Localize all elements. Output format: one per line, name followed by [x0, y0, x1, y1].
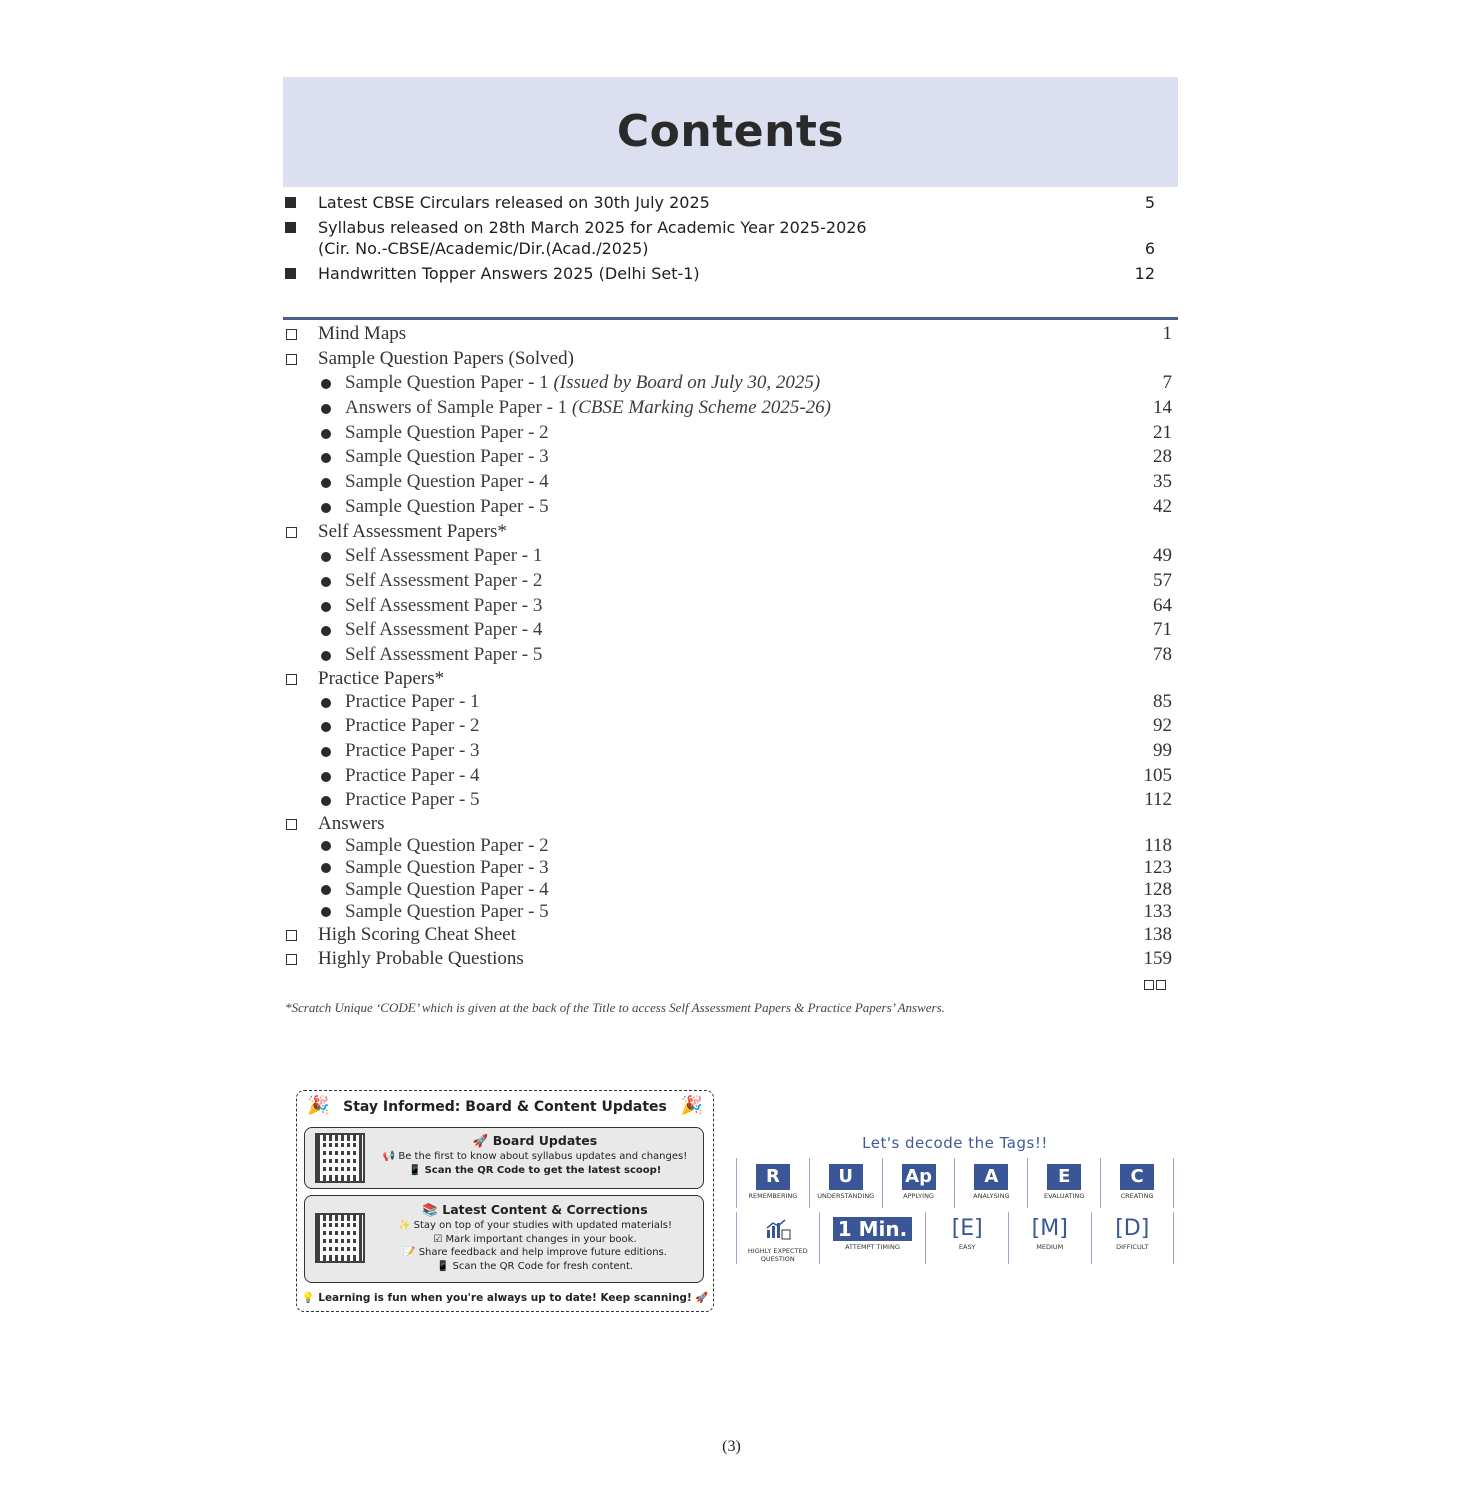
box-icon: [1144, 980, 1154, 990]
checkbox-bullet-icon: [286, 674, 297, 685]
toc-item[interactable]: Sample Question Paper - 1 (Issued by Board on July 30, 2025) 7: [283, 371, 1178, 396]
dot-bullet-icon: [321, 453, 331, 463]
card-title: Stay Informed: Board & Content Updates: [343, 1099, 667, 1115]
tag-highly-expected: HIGHLY EXPECTED QUESTION: [736, 1212, 819, 1264]
toc-section-mind-maps[interactable]: Mind Maps 1: [283, 322, 1178, 347]
stay-informed-card: 🎉 Stay Informed: Board & Content Updates 🎉 🚀 Board Updates 📢 Be the first to know about syllabus updates and changes! 📱 Scan the QR Code to get the latest scoop! 📚 Latest Content & Corrections ✨ Stay on top of your studies with updated materials! ☑ Mark important changes in your book. 📝 Share feedback and help improve future editions. 📱 Scan the QR Code for fresh content. 💡 Learning is fun when you're always up to date! Keep scanning! 🚀: [296, 1090, 714, 1312]
toc-item[interactable]: Sample Question Paper - 2 21: [283, 421, 1178, 446]
toc-section-sqp[interactable]: Sample Question Papers (Solved): [283, 347, 1178, 372]
dot-bullet-icon: [321, 478, 331, 488]
page-number: 6: [1144, 239, 1155, 258]
tag-medium: [M] MEDIUM: [1008, 1212, 1091, 1264]
square-bullet-icon: [285, 268, 296, 279]
toc-item[interactable]: Self Assessment Paper - 1 49: [283, 544, 1178, 569]
qr-code[interactable]: [315, 1133, 365, 1183]
dot-bullet-icon: [321, 552, 331, 562]
top-item-label: Handwritten Topper Answers 2025 (Delhi Set-1): [318, 264, 700, 283]
rocket-icon: 🚀: [695, 1292, 709, 1304]
dot-bullet-icon: [321, 404, 331, 414]
party-popper-icon: 🎉: [680, 1095, 703, 1116]
dot-bullet-icon: [321, 722, 331, 732]
page-number: 5: [1144, 193, 1155, 212]
toc-item[interactable]: Practice Paper - 5 112: [283, 788, 1178, 813]
dot-bullet-icon: [321, 577, 331, 587]
dot-bullet-icon: [321, 772, 331, 782]
end-marks: [1144, 980, 1166, 990]
tags-row-meta: [736, 1212, 1174, 1264]
tag-analysing: A ANALYSING: [954, 1158, 1027, 1208]
party-popper-icon: 🎉: [307, 1095, 330, 1116]
tags-title: Let's decode the Tags!!: [862, 1134, 1048, 1152]
toc-section-hpq[interactable]: Highly Probable Questions 159: [283, 948, 1178, 970]
box-icon: [1156, 980, 1166, 990]
tag-easy: [E] EASY: [925, 1212, 1008, 1264]
tag-attempt-timing: 1 Min. ATTEMPT TIMING: [819, 1212, 926, 1264]
toc-item[interactable]: Practice Paper - 1 85: [283, 690, 1178, 715]
page-number: 1: [1162, 323, 1172, 344]
toc-section-answers[interactable]: Answers: [283, 813, 1178, 835]
dot-bullet-icon: [321, 503, 331, 513]
top-item[interactable]: [283, 192, 1178, 213]
square-bullet-icon: [285, 222, 296, 233]
toc-item[interactable]: Sample Question Paper - 5 133: [283, 901, 1178, 923]
toc-item[interactable]: Sample Question Paper - 5 42: [283, 495, 1178, 520]
table-of-contents: [283, 322, 1178, 970]
contents-header: [283, 77, 1178, 187]
toc-item[interactable]: Self Assessment Paper - 4 71: [283, 618, 1178, 643]
dot-bullet-icon: [321, 796, 331, 806]
toc-item[interactable]: Self Assessment Paper - 5 78: [283, 643, 1178, 668]
rocket-icon: 🚀: [472, 1133, 489, 1148]
page-number-footer: (3): [722, 1438, 741, 1455]
footnote: *Scratch Unique ‘CODE’ which is given at the back of the Title to access Self Assessment Papers & Practice Papers’ Answers.: [285, 1000, 945, 1015]
toc-item[interactable]: Sample Question Paper - 4 35: [283, 470, 1178, 495]
toc-item[interactable]: Sample Question Paper - 2 118: [283, 835, 1178, 857]
chart-icon: [765, 1218, 791, 1245]
toc-item[interactable]: Sample Question Paper - 3 28: [283, 445, 1178, 470]
page-title: Contents: [616, 106, 845, 157]
dot-bullet-icon: [321, 429, 331, 439]
toc-section-sap[interactable]: Self Assessment Papers*: [283, 520, 1178, 545]
dot-bullet-icon: [321, 863, 331, 873]
toc-item[interactable]: Practice Paper - 2 92: [283, 714, 1178, 739]
page-number: 12: [1134, 264, 1155, 283]
lightbulb-icon: 💡: [301, 1292, 315, 1304]
qr-code[interactable]: [315, 1213, 365, 1263]
toc-item[interactable]: Self Assessment Paper - 2 57: [283, 569, 1178, 594]
dot-bullet-icon: [321, 626, 331, 636]
tag-evaluating: E EVALUATING: [1027, 1158, 1100, 1208]
square-bullet-icon: [285, 197, 296, 208]
dot-bullet-icon: [321, 379, 331, 389]
top-item-label: Latest CBSE Circulars released on 30th July 2025: [318, 193, 710, 212]
top-item-label-cont: (Cir. No.-CBSE/Academic/Dir.(Acad./2025): [318, 239, 649, 258]
tag-creating: C CREATING: [1100, 1158, 1174, 1208]
checkbox-bullet-icon: [286, 527, 297, 538]
toc-item[interactable]: Answers of Sample Paper - 1 (CBSE Marking Scheme 2025-26) 14: [283, 396, 1178, 421]
toc-section-practice[interactable]: Practice Papers*: [283, 668, 1178, 690]
tag-applying: Ap APPLYING: [882, 1158, 955, 1208]
tag-understanding: U UNDERSTANDING: [809, 1158, 882, 1208]
top-item-label: Syllabus released on 28th March 2025 for Academic Year 2025-2026: [318, 218, 867, 237]
dot-bullet-icon: [321, 907, 331, 917]
board-updates-panel: 🚀 Board Updates 📢 Be the first to know about syllabus updates and changes! 📱 Scan the QR Code to get the latest scoop!: [304, 1127, 704, 1189]
latest-content-panel: 📚 Latest Content & Corrections ✨ Stay on top of your studies with updated materials! ☑ Mark important changes in your book. 📝 Share feedback and help improve future editions. 📱 Scan the QR Code for fresh content.: [304, 1195, 704, 1283]
checkbox-bullet-icon: [286, 354, 297, 365]
tag-remembering: R REMEMBERING: [736, 1158, 809, 1208]
dot-bullet-icon: [321, 841, 331, 851]
tags-row-bloom: [736, 1158, 1174, 1208]
divider: [283, 317, 1178, 320]
checkbox-bullet-icon: [286, 954, 297, 965]
dot-bullet-icon: [321, 885, 331, 895]
toc-item[interactable]: Sample Question Paper - 4 128: [283, 879, 1178, 901]
dot-bullet-icon: [321, 602, 331, 612]
toc-item[interactable]: Self Assessment Paper - 3 64: [283, 594, 1178, 619]
toc-item[interactable]: Practice Paper - 3 99: [283, 739, 1178, 764]
dot-bullet-icon: [321, 698, 331, 708]
dot-bullet-icon: [321, 747, 331, 757]
toc-section-cheat-sheet[interactable]: High Scoring Cheat Sheet 138: [283, 923, 1178, 948]
toc-item[interactable]: Practice Paper - 4 105: [283, 764, 1178, 789]
toc-item[interactable]: Sample Question Paper - 3 123: [283, 857, 1178, 879]
top-list: [283, 192, 1178, 288]
books-icon: 📚: [422, 1202, 438, 1217]
dot-bullet-icon: [321, 651, 331, 661]
checkbox-bullet-icon: [286, 930, 297, 941]
top-item[interactable]: [283, 217, 1178, 259]
checkbox-bullet-icon: [286, 329, 297, 340]
tag-difficult: [D] DIFFICULT: [1091, 1212, 1175, 1264]
top-item[interactable]: [283, 263, 1178, 284]
checkbox-bullet-icon: [286, 819, 297, 830]
